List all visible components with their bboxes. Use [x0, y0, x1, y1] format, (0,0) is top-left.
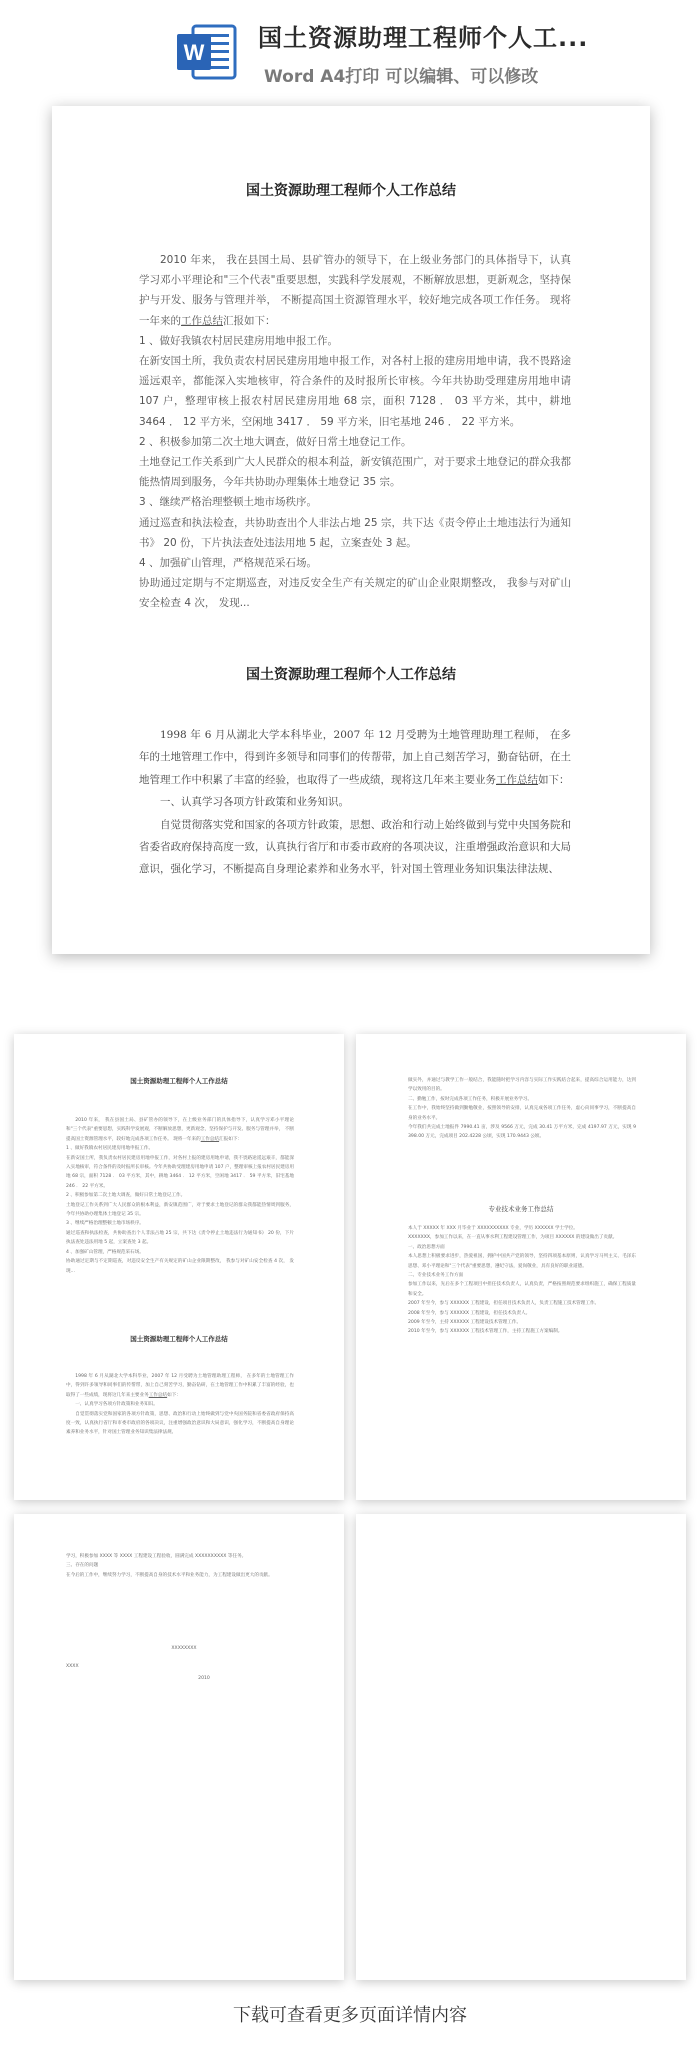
thumb3-name: XXXX: [66, 1664, 79, 1669]
section1-title: 国土资源助理工程师个人工作总结: [246, 183, 456, 199]
thumb1-title2: 国土资源助理工程师个人工作总结: [130, 1335, 228, 1343]
word-document-icon: [175, 20, 239, 84]
thumb1-s2p1-link: 工作总结: [148, 1392, 168, 1398]
thumb3-p1: 学习，积极参加 XXXX 等 XXXX 工程建设工程验收，圆满完成 XXXXXXXXXX 等任务。: [66, 1554, 247, 1559]
intro-text-b: 汇报如下：: [223, 314, 276, 327]
thumb2-p3: 在工作中，我始终坚持做到勤勉敬业，按照领导的安排，认真完成各项工作任务，虚心向同事学习，不断提高自身的业务水平。: [408, 1106, 636, 1121]
item3-body: 通过巡查和执法检查，共协助查出个人非法占地 25 宗，共下达《责令停止土地违法行为通知书》 20 份，下片执法查处违法用地 5 起，立案查处 3 起。: [139, 516, 571, 549]
section2-para1: [139, 724, 571, 791]
thumb1-s2p2: 一、认真学习各项方针政策和业务知识。: [75, 1402, 158, 1408]
item2-body: 土地登记工作关系到广大人民群众的根本利益，新安镇范围广，对于要求土地登记的群众我都能热情周到服务，今年共协助办理集体土地登记 35 宗。: [139, 456, 571, 489]
page-thumbnail-1[interactable]: [14, 1034, 344, 1500]
section1-body: [139, 250, 571, 614]
thumb2-p8: 本人思想上积极要求进步，热爱祖国，拥护中国共产党的领导，坚持四项基本原则，认真学习马列主义、毛泽东思想、邓小平理论和"三个代表"重要思想，遵纪守法，爱岗敬业，具有良好的职业道德。: [408, 1254, 636, 1269]
thumb1-body1: [66, 1116, 294, 1276]
thumb1-intro-link: 工作总结: [200, 1136, 220, 1142]
thumb1-item2-body: 土地登记工作关系到广大人民群众的根本利益，新安镇范围广，对于要求土地登记的群众我都能热情周到服务，今年共协助办理集体土地登记 35 宗。: [66, 1202, 294, 1218]
thumb2-p13: 2009 年至今，主持 XXXXXX 工程建设技术管理工作。: [408, 1320, 522, 1326]
thumb2-p2: 二、勤勉工作，按时完成各项工作任务，积极开展业务学习。: [408, 1096, 533, 1102]
thumb2-p12: 2008 年至今，参与 XXXXXX 工程建设，担任技术负责人。: [408, 1310, 531, 1316]
thumb1-s2p1-a: 1998 年 6 月从湖北大学本科毕业，2007 年 12 月受聘为土地管理助理工程师， 在多年的土地管理工作中，得到许多领导和同事们的传帮带，加上自己刻苦学习，勤奋钻研，在土地管理工作中积累了丰富的经验，也取得了一些成绩，现将这几年来主要业务: [66, 1374, 294, 1398]
thumb1-item4-body: 协助通过定期与不定期巡查，对违反安全生产有关规定的矿山企业限期整改， 我参与对矿山安全检查 4 次， 发现...: [66, 1259, 294, 1274]
section2-para3: 自觉贯彻落实党和国家的各项方针政策，思想、政治和行动上始终做到与党中央国务院和省委省政府保持高度一致，认真执行省厅和市委市政府的各项决议，注重增强政治意识和大局意识，强化学习，不断提高自身理论素养和业务水平，针对国土管理业务知识集法律法规、: [139, 818, 571, 876]
thumb3-p3: 在今后的工作中，继续努力学习，不断提高自身的技术水平和业务能力，为工程建设做出更大的贡献。: [66, 1572, 273, 1578]
section1-intro: [139, 250, 571, 331]
word-icon-letter: W: [183, 40, 205, 65]
thumb1-item2-head: 2 、积极参加第二次土地大调查，做好日常土地登记工作。: [66, 1193, 186, 1199]
section2-para2: 一、认真学习各项方针政策和业务知识。: [160, 796, 349, 809]
item1-body: 在新安国土所，我负责农村居民建房用地申报工作，对各村上报的建房用地申请，我不畏路途遥远艰辛，都能深入实地核审，符合条件的及时报所长审核。今年共协助受理建房用地申请 107 户，整理审核上报农村居民建房用地 68 宗，面积 7128 ． 03 平方米，其中，耕地 3464 ． 12 平方米，空闲地 3417 ． 59 平方米，旧宅基地 246 ． 22 平方米。: [139, 355, 571, 428]
thumb3-body: [66, 1552, 294, 1580]
thumb1-intro-a: 2010 年来， 我在县国土局、县矿管办的领导下，在上级业务部门的具体指导下，认真学习邓小平理论和"三个代表"重要思想，实践科学发展观，不断解放思想，更新观念，坚持保护与开发、服务与管理并举， 不断提高国土资源管理水平，较好地完成各项工作任务。 现将一年来的: [66, 1118, 294, 1142]
item3-heading: 3 、继续严格治理整顿土地市场秩序。: [139, 496, 318, 509]
thumb1-title1: 国土资源助理工程师个人工作总结: [130, 1077, 228, 1085]
thumb1-item1-head: 1 、做好我镇农村居民建房用地申报工作。: [66, 1146, 154, 1152]
page-thumbnail-3[interactable]: [14, 1514, 344, 1980]
thumb1-item3-body: 通过巡查和执法检查，共协助查出个人非法占地 25 宗，共下达《责令停止土地违法行为通知书》 20 份，下片执法查处违法用地 5 起，立案查处 3 起。: [66, 1230, 294, 1246]
intro-text-a: 2010 年来， 我在县国土局、县矿管办的领导下，在上级业务部门的具体指导下，认真学习邓小平理论和"三个代表"重要思想，实践科学发展观，不断解放思想，更新观念，坚持保护与开发、服务与管理并举， 不断提高国土资源管理水平，较好地完成各项工作任务。 现将一年来的: [139, 254, 571, 327]
item4-body: 协助通过定期与不定期巡查，对违反安全生产有关规定的矿山企业限期整改， 我参与对矿山安全检查 4 次， 发现...: [139, 577, 571, 610]
para1-text-b: 如下：: [538, 773, 570, 786]
thumb1-item1-body: 在新安国土所，我负责农村居民建房用地申报工作，对各村上报的建房用地申请，我不畏路途遥远艰辛，都能深入实地核审，符合条件的及时报所长审核。今年共协助受理建房用地申请 107 户，整理审核上报农村居民建房用地 68 宗，面积 7128 ． 03 平方米，其中，耕地 3464 ． 12 平方米，空闲地 3417 ． 59 平方米，旧宅基地 246 ． 22 平方米。: [66, 1155, 294, 1189]
thumb1-item3-head: 3 、继续严格治理整顿土地市场秩序。: [66, 1221, 144, 1227]
thumb2-p9: 二、专业技术业务工作方面: [408, 1273, 464, 1279]
thumb2-p5: 本人于 XXXXX 年 XXX 月毕业于 XXXXXXXXXX 专业，学历 XXXXXX 学士学位。: [408, 1226, 578, 1231]
thumb1-s2p3: 自觉贯彻落实党和国家的各项方针政策，思想、政治和行动上始终做到与党中央国务院和省委省政府保持高度一致，认真执行省厅和市委市政府的各项决议，注重增强政治意识和大局意识，强化学习，不断提高自身理论素养和业务水平，针对国土管理业务知识集法律法规、: [66, 1411, 294, 1436]
thumb2-p4: 今年我们共完成土地报件 7990.41 亩，涉及 9566 万元，完成 30.41 万平方米，完成 4197.97 万元，实现 9398.00 万元，完成项目 202.4228 公顷，实现 170.9443 公顷。: [408, 1125, 636, 1140]
thumb2-body: [408, 1224, 636, 1337]
section2-title: 国土资源助理工程师个人工作总结: [246, 667, 456, 683]
document-subtitle: Word A4打印 可以编辑、可以修改: [264, 67, 539, 87]
thumb2-p6: XXXXXXX，参加工作以来，在一直从事水利工程建设管理工作，为项目 XXXXXX 的建设做出了贡献。: [408, 1235, 618, 1241]
item1-heading: 1 、做好我镇农村居民建房用地申报工作。: [139, 334, 339, 347]
thumb2-p7: 一、政治思想方面: [408, 1244, 445, 1250]
thumb2-p1: 做实外，并通过与教学工作一般结合，我能随时把学习内容与实际工作实践结合起来，提高综合运用能力，达到学以致用的目的。: [408, 1078, 636, 1093]
thumb1-body2: [66, 1372, 294, 1438]
para1-text-a: 1998 年 6 月从湖北大学本科毕业，2007 年 12 月受聘为土地管理助理工程师， 在多年的土地管理工作中，得到许多领导和同事们的传帮带，加上自己刻苦学习，勤奋钻研，在土地管理工作中积累了丰富的经验，也取得了一些成绩，现将这几年来主要业务: [139, 729, 571, 786]
thumb3-year: 2010: [198, 1676, 210, 1681]
item4-heading: 4 、加强矿山管理，严格规范采石场。: [139, 557, 318, 570]
document-title: 国土资源助理工程师个人工...: [258, 24, 589, 52]
header: [0, 0, 700, 90]
work-summary-link[interactable]: 工作总结: [181, 314, 223, 327]
work-summary-link-2[interactable]: 工作总结: [496, 773, 538, 786]
thumb2-body-top: [408, 1076, 636, 1142]
thumb2-p14: 2010 年至今，参与 XXXXXX 工程技术管理工作，主持工程施工方案编制。: [408, 1329, 563, 1335]
item2-heading: 2 、积极参加第二次土地大调查，做好日常土地登记工作。: [139, 435, 412, 448]
thumb1-intro-b: 汇报如下：: [219, 1136, 243, 1142]
download-more-text[interactable]: 下载可查看更多页面详情内容: [233, 2005, 467, 2026]
thumb1-item4-head: 4 、加强矿山管理，严格规范采石场。: [66, 1249, 144, 1255]
thumb2-p10: 参加工作以来，先后在多个工程项目中担任技术负责人，认真负责，严格按照规范要求组织施工，确保工程质量和安全。: [408, 1282, 636, 1297]
thumb3-signature: XXXXXXXX: [171, 1646, 197, 1651]
thumb2-p11: 2007 年至今，参与 XXXXXX 工程建设，担任项目技术负责人，负责工程施工技术管理工作。: [408, 1301, 600, 1307]
main-page-preview[interactable]: [52, 106, 650, 954]
page-thumbnail-2[interactable]: [356, 1034, 686, 1500]
thumb3-p2: 三、存在的问题: [66, 1563, 99, 1569]
page-thumbnail-4[interactable]: [356, 1514, 686, 1980]
thumb1-s2p1-b: 如下：: [167, 1392, 181, 1398]
section2-body: [139, 724, 571, 881]
thumb2-title: 专业技术业务工作总结: [488, 1205, 554, 1213]
